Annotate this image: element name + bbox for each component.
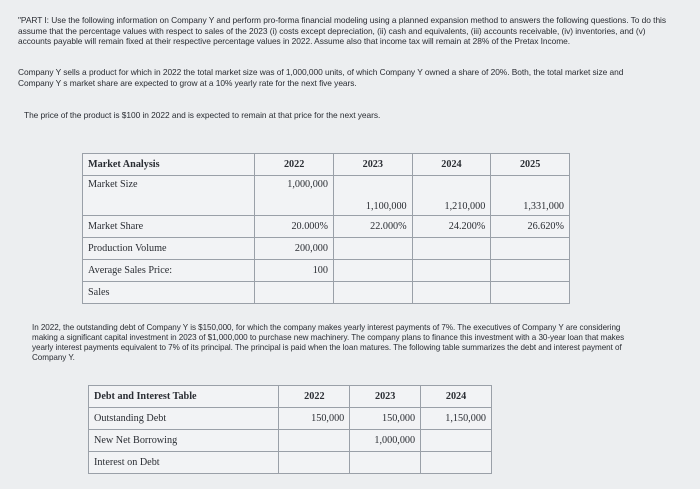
market-analysis-table [82,153,570,304]
table-cell [333,282,412,304]
table-row [83,238,570,260]
table-cell [412,282,491,304]
table-cell [333,238,412,260]
row-label: Outstanding Debt [89,408,279,430]
table-cell: 150,000 [350,408,421,430]
table-cell [255,282,334,304]
table-row [83,216,570,238]
table-header-cell: 2022 [279,386,350,408]
table-cell [279,452,350,474]
table-header-cell: 2022 [255,154,334,176]
table-cell [491,260,570,282]
table-row [89,408,492,430]
price-paragraph: The price of the product is $100 in 2022 and is expected to remain at that price for the next years. [24,110,381,120]
table-cell: 22.000% [333,216,412,238]
table-cell [412,238,491,260]
table-header-cell: 2023 [350,386,421,408]
row-label: New Net Borrowing [89,430,279,452]
table-row [83,260,570,282]
row-label: Average Sales Price: [83,260,255,282]
table-cell: 20.000% [255,216,334,238]
table-cell [412,260,491,282]
table-header-cell: 2024 [421,386,492,408]
debt-paragraph: In 2022, the outstanding debt of Company Y is $150,000, for which the company makes yearly interest payments of 7%. The executives of Company Y are considering making a significant capital investment in 2023 of $1,000,000 to purchase new machinery. The company plans to finance this investment with a 30-year loan that makes yearly interest payments equivalent to 7% of its principal. The principal is paid when the loan matures. The following table summarizes the debt and interest payment of Company Y. [32,323,625,362]
table-header-cell: 2024 [412,154,491,176]
table-cell [421,452,492,474]
table-header-cell: Debt and Interest Table [89,386,279,408]
table-header-cell: 2023 [333,154,412,176]
table-row [89,452,492,474]
table-cell [491,238,570,260]
table-header-row [89,386,492,408]
company-paragraph: Company Y sells a product for which in 2022 the total market size was of 1,000,000 units, of which Company Y owned a share of 20%. Both, the total market size and Company Y s market share are expected to grow at a 10% yearly rate for the next five years. [18,67,624,88]
table-cell: 1,000,000 [350,430,421,452]
table-cell: 24.200% [412,216,491,238]
table-header-cell: 2025 [491,154,570,176]
table-row [89,430,492,452]
table-cell: 1,331,000 [491,176,570,216]
row-label: Market Share [83,216,255,238]
table-cell: 26.620% [491,216,570,238]
table-cell [421,430,492,452]
table-cell [350,452,421,474]
table-cell: 1,000,000 [255,176,334,216]
table-cell: 1,100,000 [333,176,412,216]
instructions-paragraph: "PART I: Use the following information on Company Y and perform pro-forma financial modeling using a planned expansion method to answers the following questions. To do this assume that the percentage values with respect to sales of the 2023 (i) costs except depreciation, (ii) cash and equivalents, (iii) accounts receivable, (iv) inventories, and (v) accounts payable will remain fixed at their respective percentage values in 2022. Assume also that income tax will remain at 28% of the Pretax Income. [18,15,666,47]
table-cell [333,260,412,282]
row-label: Interest on Debt [89,452,279,474]
table-cell: 150,000 [279,408,350,430]
table-cell: 100 [255,260,334,282]
table-header-cell: Market Analysis [83,154,255,176]
debt-interest-table [88,385,492,474]
row-label: Sales [83,282,255,304]
row-label: Market Size [83,176,255,216]
table-cell: 1,150,000 [421,408,492,430]
table-row [83,282,570,304]
table-header-row [83,154,570,176]
table-cell [279,430,350,452]
table-cell: 200,000 [255,238,334,260]
row-label: Production Volume [83,238,255,260]
table-cell: 1,210,000 [412,176,491,216]
table-cell [491,282,570,304]
table-row [83,176,570,216]
